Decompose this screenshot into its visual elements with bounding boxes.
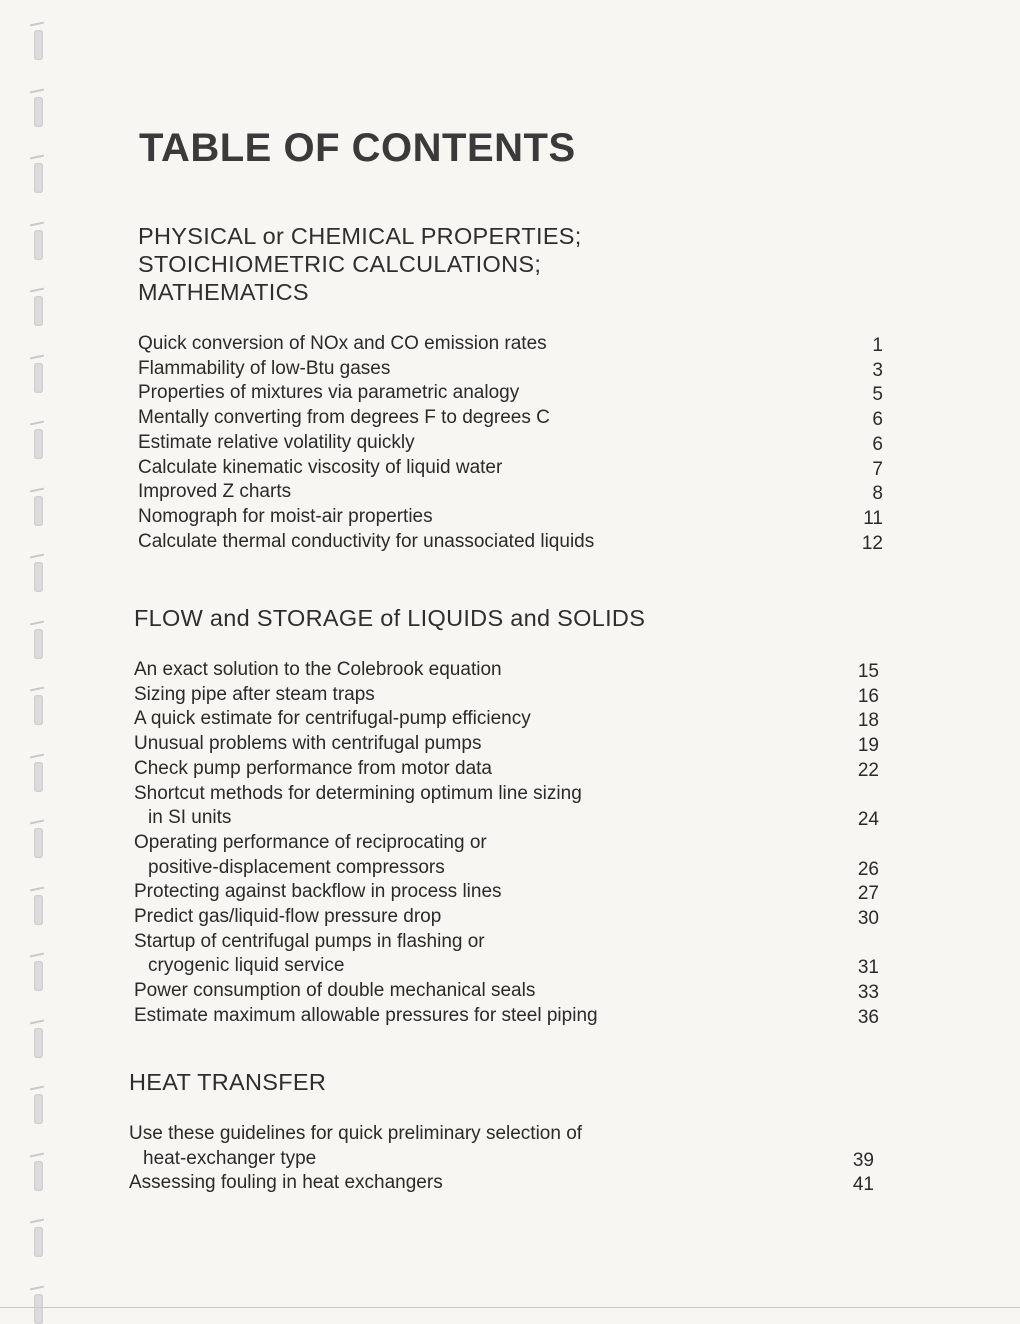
section-heading xyxy=(134,604,879,632)
entry-title-line: Protecting against backflow in process lines xyxy=(134,881,502,903)
entry-title xyxy=(134,980,535,1001)
toc-entry-list xyxy=(134,658,879,1029)
entry-page-number: 31 xyxy=(857,957,879,979)
section-heading-line: MATHEMATICS xyxy=(138,279,309,305)
section-heading-line: HEAT TRANSFER xyxy=(129,1069,327,1095)
binding-hole xyxy=(34,163,43,193)
binding-hole xyxy=(34,762,43,792)
entry-title xyxy=(134,832,879,880)
entry-page-number: 36 xyxy=(857,1006,879,1028)
entry-title xyxy=(134,881,502,902)
entry-title xyxy=(138,531,594,552)
binding-hole xyxy=(34,496,43,526)
binding-hole xyxy=(34,1094,43,1124)
entry-title xyxy=(138,481,291,502)
entry-title xyxy=(134,906,441,927)
toc-entry xyxy=(134,683,879,708)
entry-page-number: 11 xyxy=(863,507,883,529)
entry-page-number: 18 xyxy=(857,710,879,732)
binding-hole xyxy=(34,230,43,260)
entry-title-line: Mentally converting from degrees F to degrees C xyxy=(138,407,550,429)
entry-page-number: 22 xyxy=(857,759,879,781)
entry-page-number: 39 xyxy=(852,1149,874,1171)
entry-page-number: 24 xyxy=(857,809,879,831)
entry-title xyxy=(134,758,492,779)
entry-title-line: Unusual problems with centrifugal pumps xyxy=(134,733,482,755)
toc-entry xyxy=(134,979,879,1004)
entry-title-line: Quick conversion of NOx and CO emission rates xyxy=(138,333,547,354)
entry-page-number: 7 xyxy=(872,458,883,480)
binding-hole xyxy=(34,1161,43,1191)
entry-title xyxy=(138,358,390,379)
entry-title xyxy=(134,783,879,831)
entry-title-line: Shortcut methods for determining optimum line sizing xyxy=(134,782,582,804)
entry-title-line: Flammability of low-Btu gases xyxy=(138,357,391,379)
toc-entry-list xyxy=(138,332,883,554)
toc-entry xyxy=(134,831,879,880)
entry-title-line: Startup of centrifugal pumps in flashing or xyxy=(134,930,485,952)
toc-entry xyxy=(138,357,883,382)
toc-entry xyxy=(134,658,879,683)
entry-title xyxy=(138,382,519,403)
entry-title-line: Properties of mixtures via parametric analogy xyxy=(138,382,520,404)
entry-title-line: A quick estimate for centrifugal-pump efficiency xyxy=(134,708,531,730)
entry-page-number: 41 xyxy=(852,1174,874,1196)
entry-title-continuation: positive-displacement compressors xyxy=(148,856,445,878)
entry-page-number: 16 xyxy=(857,685,879,707)
entry-title-line: An exact solution to the Colebrook equation xyxy=(134,659,502,680)
entry-title xyxy=(134,708,531,729)
section-heading xyxy=(138,222,883,306)
toc-entry xyxy=(138,406,883,431)
page-title: TABLE OF CONTENTS xyxy=(139,126,576,170)
entry-page-number: 30 xyxy=(857,908,879,930)
entry-title xyxy=(129,1172,443,1193)
binding-hole xyxy=(34,30,43,60)
entry-title-line: Power consumption of double mechanical seals xyxy=(134,980,536,1002)
toc-section xyxy=(138,222,883,554)
entry-page-number: 15 xyxy=(857,661,879,682)
toc-entry xyxy=(134,1004,879,1029)
entry-title xyxy=(138,506,433,527)
page-bottom-edge xyxy=(0,1307,1020,1308)
binding-hole xyxy=(34,895,43,925)
entry-title xyxy=(138,333,547,354)
entry-title-continuation: cryogenic liquid service xyxy=(148,955,345,977)
binding-hole xyxy=(34,629,43,659)
entry-title-line: Predict gas/liquid-flow pressure drop xyxy=(134,906,442,928)
entry-title xyxy=(129,1123,874,1171)
entry-page-number: 8 xyxy=(872,483,883,505)
toc-entry xyxy=(134,732,879,757)
toc-entry xyxy=(138,431,883,456)
entry-title-line: Nomograph for moist-air properties xyxy=(138,505,433,527)
entry-title xyxy=(138,432,415,453)
toc-entry xyxy=(129,1171,874,1196)
binding-hole xyxy=(34,961,43,991)
entry-title xyxy=(138,457,502,478)
entry-title xyxy=(134,1005,598,1026)
binding-hole xyxy=(34,296,43,326)
entry-title-continuation: heat-exchanger type xyxy=(143,1147,317,1169)
toc-entry xyxy=(138,332,883,357)
binding-hole xyxy=(34,562,43,592)
entry-title xyxy=(134,659,502,680)
entry-page-number: 6 xyxy=(872,433,883,455)
entry-title-line: Assessing fouling in heat exchangers xyxy=(129,1172,443,1194)
entry-title-line: Estimate maximum allowable pressures for steel piping xyxy=(134,1004,598,1026)
entry-page-number: 6 xyxy=(872,409,883,431)
entry-page-number: 5 xyxy=(872,384,883,406)
entry-page-number: 26 xyxy=(857,858,879,880)
section-heading-line: PHYSICAL or CHEMICAL PROPERTIES; xyxy=(138,223,582,249)
toc-entry xyxy=(134,782,879,831)
toc-entry xyxy=(134,930,879,979)
entry-page-number: 19 xyxy=(857,735,879,757)
entry-title xyxy=(134,684,375,705)
toc-entry xyxy=(134,905,879,930)
entry-page-number: 1 xyxy=(872,335,883,356)
toc-entry xyxy=(138,480,883,505)
entry-page-number: 33 xyxy=(857,982,879,1004)
section-heading-line: FLOW and STORAGE of LIQUIDS and SOLIDS xyxy=(134,605,646,631)
entry-title-line: Use these guidelines for quick preliminary selection of xyxy=(129,1123,583,1144)
entry-page-number: 3 xyxy=(872,359,883,381)
entry-title-line: Improved Z charts xyxy=(138,481,292,503)
toc-entry xyxy=(138,530,883,555)
entry-title-line: Sizing pipe after steam traps xyxy=(134,683,375,705)
binding-hole xyxy=(34,828,43,858)
toc-section xyxy=(129,1068,874,1196)
entry-title xyxy=(138,407,550,428)
toc-entry xyxy=(134,880,879,905)
binding-hole xyxy=(34,97,43,127)
entry-title-line: Operating performance of reciprocating or xyxy=(134,831,487,853)
section-heading-line: STOICHIOMETRIC CALCULATIONS; xyxy=(138,251,542,277)
binding-hole xyxy=(34,363,43,393)
toc-entry xyxy=(134,707,879,732)
toc-entry xyxy=(129,1122,874,1171)
entry-page-number: 27 xyxy=(857,883,879,905)
binding-hole xyxy=(34,1294,43,1324)
toc-entry xyxy=(138,381,883,406)
entry-title xyxy=(134,733,481,754)
entry-title-continuation: in SI units xyxy=(148,807,232,829)
binding-hole xyxy=(34,1227,43,1257)
toc-entry-list xyxy=(129,1122,874,1196)
spiral-binding xyxy=(34,30,44,1290)
entry-title-line: Estimate relative volatility quickly xyxy=(138,431,415,453)
toc-entry xyxy=(138,456,883,481)
toc-section xyxy=(134,604,879,1029)
toc-entry xyxy=(134,757,879,782)
toc-entry xyxy=(138,505,883,530)
binding-hole xyxy=(34,429,43,459)
entry-title-line: Calculate kinematic viscosity of liquid water xyxy=(138,456,503,478)
section-heading xyxy=(129,1068,874,1096)
entry-title-line: Calculate thermal conductivity for unassociated liquids xyxy=(138,530,595,552)
entry-title xyxy=(134,931,879,979)
entry-title-line: Check pump performance from motor data xyxy=(134,757,492,779)
binding-hole xyxy=(34,1028,43,1058)
entry-page-number: 12 xyxy=(861,532,883,554)
binding-hole xyxy=(34,695,43,725)
